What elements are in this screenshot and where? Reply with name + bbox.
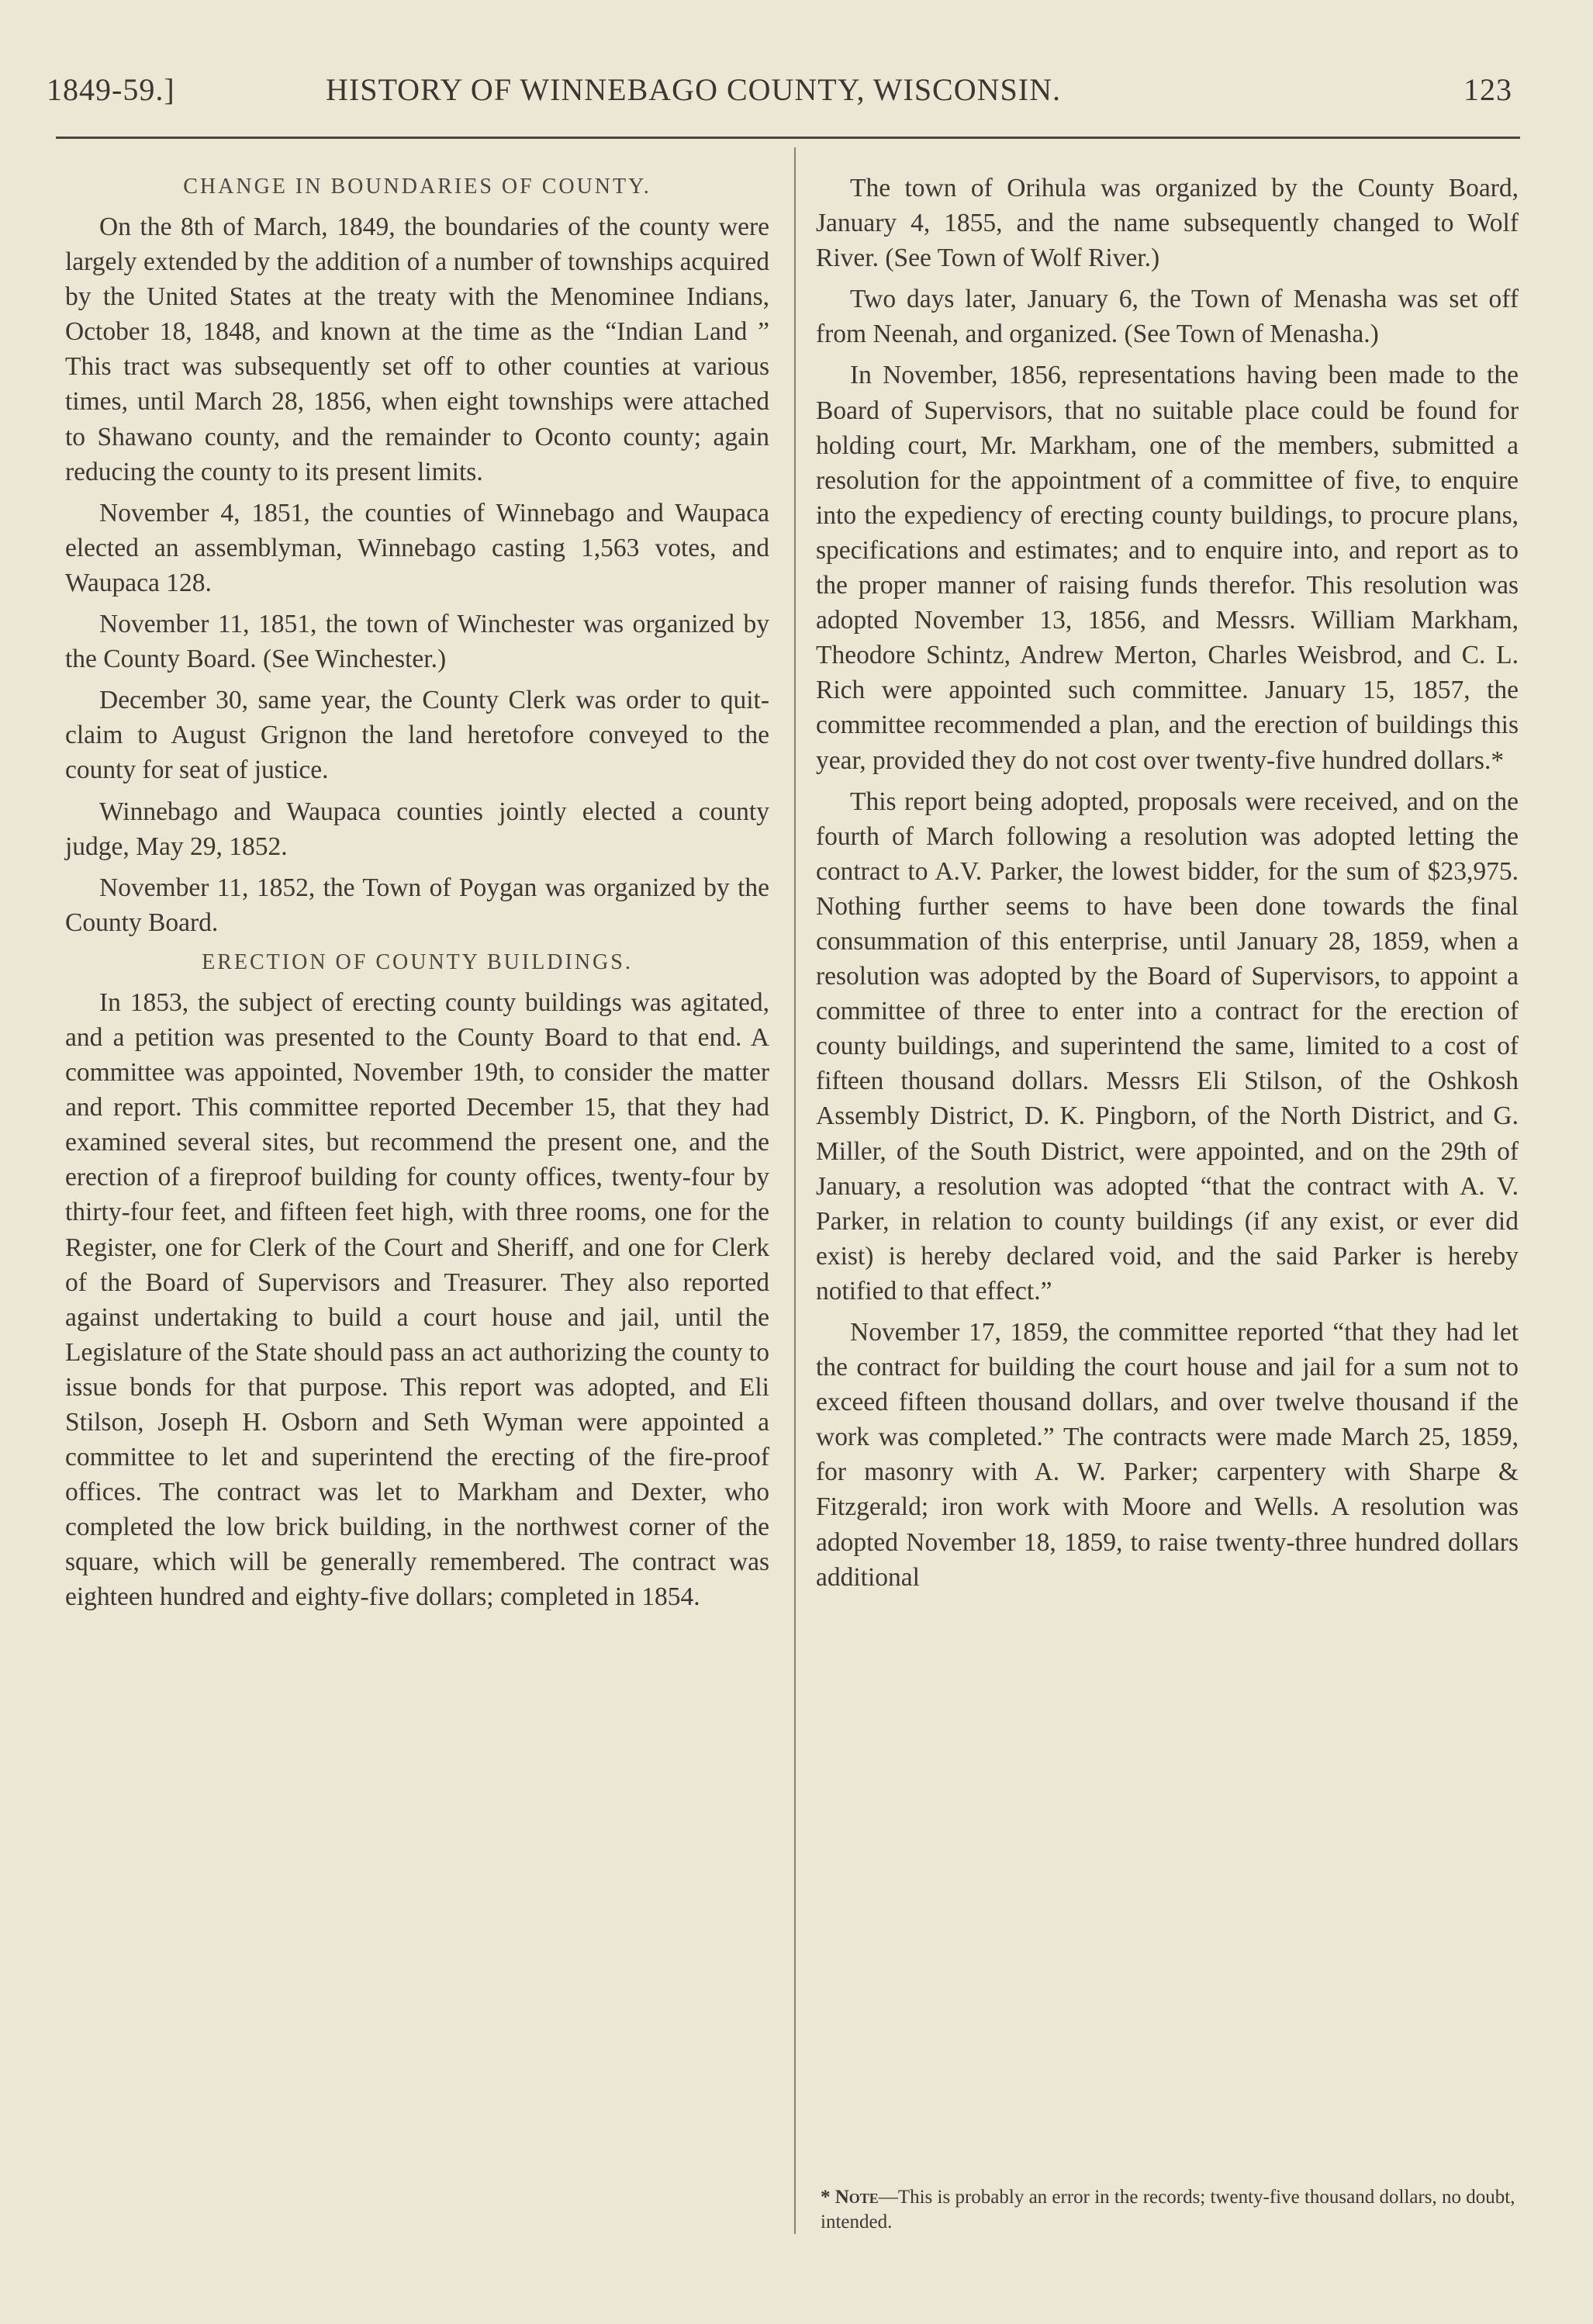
paragraph: Two days later, January 6, the Town of Menasha was set off from Neenah, and organized. (See Town of Menasha.) [816, 285, 1519, 349]
header-rule [56, 137, 1520, 139]
paragraph: Winnebago and Waupaca counties jointly elected a county judge, May 29, 1852. [65, 797, 769, 861]
paragraph: November 4, 1851, the counties of Winnebago and Waupaca elected an assemblyman, Winnebago casting 1,563 votes, and Waupaca 128. [65, 498, 769, 597]
header-years: 1849-59.] [47, 72, 175, 107]
paragraph: In November, 1856, representations having been made to the Board of Supervisors, that no suitable place could be found for holding court, Mr. Markham, one of the members, submitted a resolution for the appointment of a committee of five, to enquire into the expediency of erecting county buildings, to procure plans, specifications and estimates; and to enquire into, and report as to the proper manner of raising funds therefor. This resolution was adopted November 13, 1856, and Messrs. William Markham, Theodore Schintz, Andrew Merton, Charles Weisbrod, and C. L. Rich were appointed such committee. January 15, 1857, the committee recommended a plan, and the erection of buildings this year, provided they do not cost over twenty-five hundred dollars.* [816, 361, 1519, 775]
paragraph: December 30, same year, the County Clerk was order to quit-claim to August Grignon the land heretofore conveyed to the county for seat of justice. [65, 686, 769, 785]
paragraph: This report being adopted, proposals were received, and on the fourth of March following a resolution was adopted letting the contract to A.V. Parker, the lowest bidder, for the sum of $23,975. Nothing further seems to have been done towards the final consummation of this enterprise, until January 28, 1859, when a resolution was adopted by the Board of Supervisors, to appoint a committee of three to enter into a contract for the erection of county buildings, and superintend the same, limited to a cost of fifteen thousand dollars. Messrs Eli Stilson, of the Oshkosh Assembly District, D. K. Pingborn, of the North District, and G. Miller, of the South District, were appointed, and on the 29th of January, a resolution was adopted “that the contract with A. V. Parker, in relation to county buildings (if any exist, or ever did exist) is hereby declared void, and the said Parker is hereby notified to that effect.” [816, 787, 1519, 1306]
section-heading-buildings: ERECTION OF COUNTY BUILDINGS. [202, 949, 633, 974]
right-column [816, 171, 1519, 1601]
paragraph: In 1853, the subject of erecting county buildings was agitated, and a petition was presented to the County Board to that end. A committee was appointed, November 19th, to consider the matter and report. This committee reported December 15, that they had examined several sites, but recommend the present one, and the erection of a fireproof building for county offices, twenty-four by thirty-four feet, and fifteen feet high, with three rooms, one for the Register, one for Clerk of the Court and Sheriff, and one for Clerk of the Board of Supervisors and Treasurer. They also reported against undertaking to build a court house and jail, until the Legislature of the State should pass an act authorizing the county to issue bonds for that purpose. This report was adopted, and Eli Stilson, Joseph H. Osborn and Seth Wyman were appointed a committee to let and superintend the erecting of the fire-proof offices. The contract was let to Markham and Dexter, who completed the low brick building, in the northwest corner of the square, which will be generally remembered. The contract was eighteen hundred and eighty-five dollars; completed in 1854. [65, 987, 769, 1612]
page-number: 123 [1463, 72, 1512, 107]
footnote [821, 2185, 1519, 2235]
footnote-text: —This is probably an error in the records; twenty-five thousand dollars, no doubt, intended. [821, 2187, 1515, 2232]
section-heading-boundaries: CHANGE IN BOUNDARIES OF COUNTY. [183, 175, 651, 199]
footnote-marker: * Note [821, 2187, 879, 2208]
header-title: HISTORY OF WINNEBAGO COUNTY, WISCONSIN. [326, 72, 1061, 107]
paragraph: November 11, 1851, the town of Winchester was organized by the County Board. (See Winchester.) [65, 610, 769, 674]
paragraph: The town of Orihula was organized by the County Board, January 4, 1855, and the name subsequently changed to Wolf River. (See Town of Wolf River.) [816, 174, 1519, 273]
paragraph: November 11, 1852, the Town of Poygan was organized by the County Board. [65, 873, 769, 937]
left-column [65, 171, 769, 1621]
column-divider [794, 147, 796, 2234]
running-header [47, 71, 1512, 110]
paragraph: November 17, 1859, the committee reported “that they had let the contract for building the court house and jail for a sum not to exceed fifteen thousand dollars, and over twelve thousand if the work was completed.” The contracts were made March 25, 1859, for masonry with A. W. Parker; carpentery with Sharpe & Fitzgerald; iron work with Moore and Wells. A resolution was adopted November 18, 1859, to raise twenty-three hundred dollars additional [816, 1318, 1519, 1592]
paragraph: On the 8th of March, 1849, the boundaries of the county were largely extended by the addition of a number of townships acquired by the United States at the treaty with the Menominee Indians, October 18, 1848, and known at the time as the “Indian Land ” This tract was subsequently set off to other counties at various times, until March 28, 1856, when eight townships were attached to Shawano county, and the remainder to Oconto county; again reducing the county to its present limits. [65, 213, 769, 486]
